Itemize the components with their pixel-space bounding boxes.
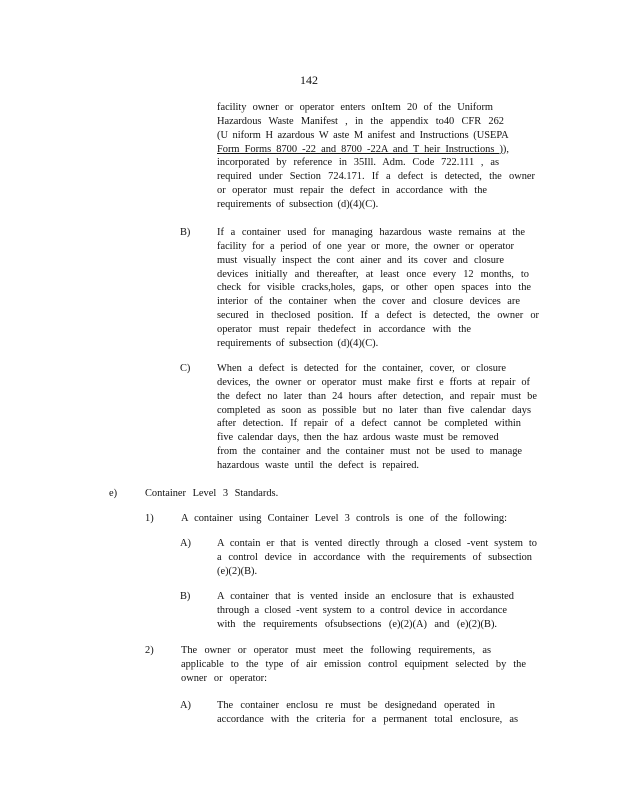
paragraph-line: If a container used for managing hazardous waste remains at the <box>217 227 525 238</box>
paragraph-line: completed as soon as possible but no later than five calendar days <box>217 404 531 416</box>
paragraph-line: interior of the container when the cover and closure devices are <box>217 296 520 308</box>
paragraph-line: A contain er that is vented directly through a closed -vent system to <box>217 538 537 549</box>
item-label: A) <box>180 700 191 711</box>
item-label: 2) <box>145 645 154 656</box>
item-label: B) <box>180 227 191 238</box>
paragraph-line: check for visible cracks,holes, gaps, or other open spaces into the <box>217 282 531 294</box>
paragraph-line: accordance with the criteria for a permanent total enclosure, as <box>217 713 518 725</box>
paragraph-line: facility owner or operator enters onItem 20 of the Uniform <box>217 102 493 113</box>
item-label: A) <box>180 538 191 549</box>
paragraph-line: must visually inspect the cont ainer and its cover and closure <box>217 254 504 266</box>
paragraph-line: requirements of subsection (d)(4)(C). <box>217 337 379 349</box>
paragraph-line: through a closed -vent system to a control device in accordance <box>217 604 507 616</box>
paragraph-line: The container enclosu re must be designedand operated in <box>217 700 495 711</box>
paragraph-line: devices initially and thereafter, at least once every 12 months, to <box>217 268 529 280</box>
item-1b-paragraph <box>217 590 514 632</box>
paragraph-line: secured in theclosed position. If a defect is detected, the owner or <box>217 310 539 322</box>
paragraph-line: The owner or operator must meet the following requirements, as <box>181 645 491 656</box>
paragraph-line: (U niform H azardous W aste M anifest and Instructions (USEPA <box>217 129 509 141</box>
paragraph-line: devices, the owner or operator must make first e fforts at repair of <box>217 376 530 388</box>
paragraph-line: hazardous waste until the defect is repaired. <box>217 459 419 471</box>
item-c-paragraph <box>217 362 537 473</box>
section-label: e) <box>109 488 118 499</box>
section-title: Container Level 3 Standards. <box>145 488 279 499</box>
paragraph-line: from the container and the container must not be used to manage <box>217 446 522 458</box>
item-b-paragraph <box>217 226 539 351</box>
paragraph-line: applicable to the type of air emission control equipment selected by the <box>181 658 526 670</box>
intro-paragraph <box>217 101 535 212</box>
paragraph-line: operator must repair thedefect in accordance with the <box>217 323 471 335</box>
item-2-paragraph <box>181 644 526 686</box>
paragraph-line: Hazardous Waste Manifest , in the appendix to40 CFR 262 <box>217 115 504 127</box>
paragraph-line: A container that is vented inside an enclosure that is exhausted <box>217 591 514 602</box>
paragraph-line: required under Section 724.171. If a defect is detected, the owner <box>217 171 535 183</box>
paragraph-line: requirements of subsection (d)(4)(C). <box>217 198 379 210</box>
paragraph-line: Form Forms 8700 -22 and 8700 -22A and T heir Instructions )), <box>217 143 509 155</box>
page-number: 142 <box>300 73 318 87</box>
paragraph-line: a control device in accordance with the requirements of subsection <box>217 551 532 563</box>
paragraph-line: or operator must repair the defect in accordance with the <box>217 185 487 197</box>
paragraph-line: A container using Container Level 3 controls is one of the following: <box>181 513 507 524</box>
paragraph-line: after detection. If repair of a defect cannot be completed within <box>217 418 521 430</box>
paragraph-line: incorporated by reference in 35Ill. Adm. Code 722.111 , as <box>217 157 499 169</box>
paragraph-line: When a defect is detected for the container, cover, or closure <box>217 363 506 374</box>
paragraph-line: the defect no later than 24 hours after detection, and repair must be <box>217 390 537 402</box>
paragraph-line: five calendar days, then the haz ardous waste must be removed <box>217 432 499 444</box>
item-1-paragraph <box>181 512 507 526</box>
item-label: B) <box>180 591 191 602</box>
item-label: 1) <box>145 513 154 524</box>
paragraph-line: owner or operator: <box>181 672 267 684</box>
paragraph-line: with the requirements ofsubsections (e)(2)(A) and (e)(2)(B). <box>217 618 497 630</box>
item-2a-paragraph <box>217 699 518 727</box>
paragraph-line: (e)(2)(B). <box>217 565 258 577</box>
item-label: C) <box>180 363 191 374</box>
paragraph-line: facility for a period of one year or more, the owner or operator <box>217 240 514 252</box>
item-1a-paragraph <box>217 537 537 579</box>
